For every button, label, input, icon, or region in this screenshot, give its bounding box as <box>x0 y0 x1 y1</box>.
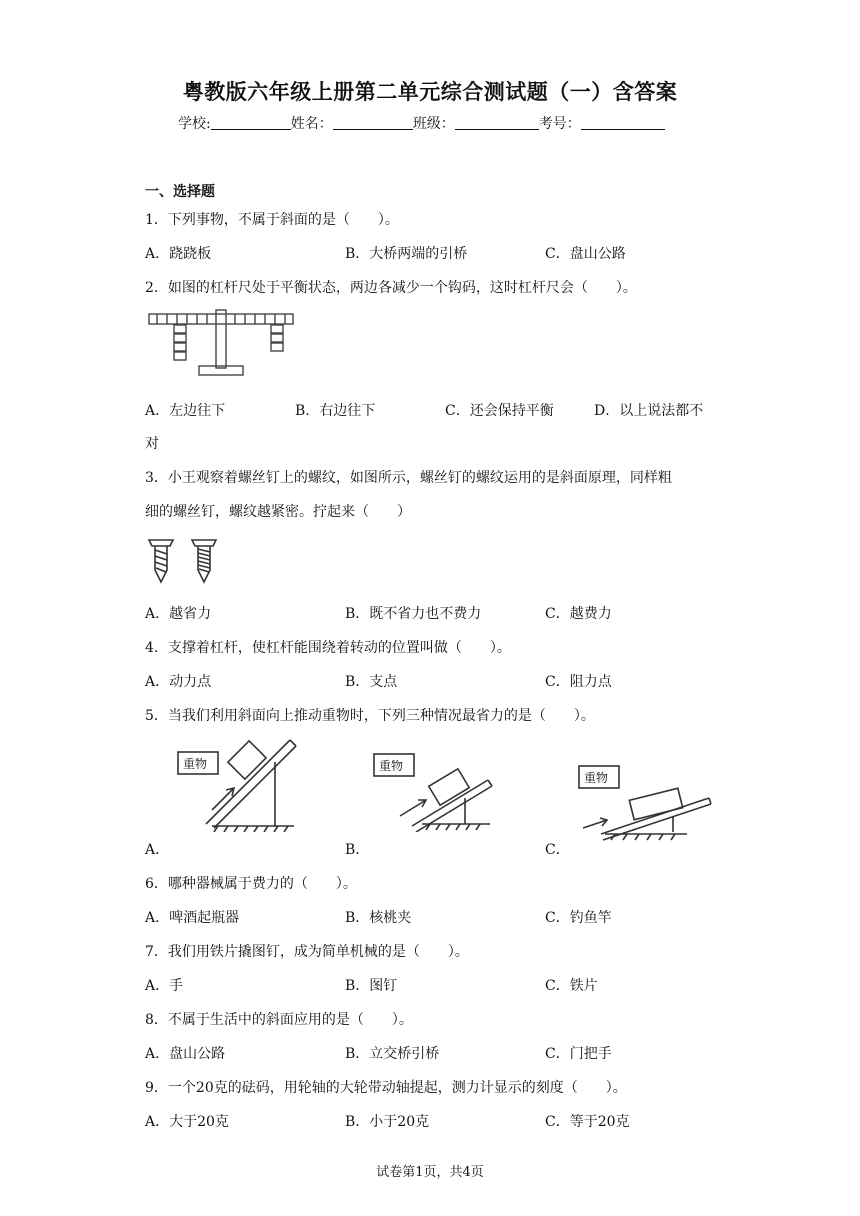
question-8-stem: 8．不属于生活中的斜面应用的是（ ）。 <box>145 1012 413 1028</box>
q4-option-b: B．支点 <box>345 674 398 690</box>
q2-option-a: A．左边往下 <box>145 403 226 419</box>
q7-option-a: A．手 <box>145 978 184 994</box>
question-1-stem: 1．下列事物，不属于斜面的是（ ）。 <box>145 212 399 228</box>
question-2-stem: 2．如图的杠杆尺处于平衡状态，两边各减少一个钩码，这时杠杆尺会（ ）。 <box>145 280 637 296</box>
q2-option-b: B．右边往下 <box>295 403 376 419</box>
q3-option-a: A．越省力 <box>145 606 212 622</box>
class-blank <box>455 115 539 130</box>
q5-option-a: A． <box>145 842 170 858</box>
name-label: 姓名： <box>290 116 333 132</box>
incline-figure-a <box>172 736 312 832</box>
exam-number-label: 考号： <box>538 116 581 132</box>
q2-option-c: C．还会保持平衡 <box>445 403 554 419</box>
q2-option-d: D．以上说法都不 <box>594 403 704 419</box>
question-9-stem: 9．一个20克的砝码，用轮轴的大轮带动轴提起，测力计显示的刻度（ ）。 <box>145 1080 627 1096</box>
question-3-stem-line2: 细的螺丝钉，螺纹越紧密。拧起来（ ） <box>145 504 411 520</box>
q1-option-a: A．跷跷板 <box>145 246 212 262</box>
section-title: 一、选择题 <box>145 184 215 200</box>
q5-option-c: C． <box>545 842 570 858</box>
screws-figure <box>146 536 218 584</box>
weight-label-a: 重物 <box>183 757 208 771</box>
weight-label-b: 重物 <box>379 759 404 773</box>
q6-option-a: A．啤酒起瓶器 <box>145 910 240 926</box>
q1-option-c: C．盘山公路 <box>545 246 626 262</box>
school-label: 学校: <box>178 116 211 132</box>
lever-balance-figure <box>147 308 297 380</box>
weight-label-c: 重物 <box>584 771 609 785</box>
q4-option-c: C．阻力点 <box>545 674 612 690</box>
q8-option-a: A．盘山公路 <box>145 1046 226 1062</box>
q6-option-c: C．钓鱼竿 <box>545 910 612 926</box>
q3-option-b: B．既不省力也不费力 <box>345 606 482 622</box>
exam-number-blank <box>581 115 665 130</box>
q9-option-a: A．大于20克 <box>145 1114 229 1130</box>
q8-option-c: C．门把手 <box>545 1046 612 1062</box>
page-title: 粤教版六年级上册第二单元综合测试题（一）含答案 <box>182 80 678 104</box>
question-3-stem-line1: 3．小王观察着螺丝钉上的螺纹，如图所示，螺丝钉的螺纹运用的是斜面原理，同样粗 <box>145 470 672 486</box>
school-blank <box>211 115 291 130</box>
question-6-stem: 6．哪种器械属于费力的（ ）。 <box>145 876 357 892</box>
student-info-line <box>178 113 665 133</box>
q2-option-d-wrap: 对 <box>145 436 159 452</box>
q1-option-b: B．大桥两端的引桥 <box>345 246 468 262</box>
q9-option-c: C．等于20克 <box>545 1114 630 1130</box>
question-7-stem: 7．我们用铁片撬图钉，成为简单机械的是（ ）。 <box>145 944 469 960</box>
q7-option-b: B．图钉 <box>345 978 398 994</box>
q9-option-b: B．小于20克 <box>345 1114 430 1130</box>
page-footer: 试卷第1页，共4页 <box>376 1165 484 1180</box>
q5-option-b: B． <box>345 842 370 858</box>
incline-figure-c <box>575 758 715 844</box>
incline-figure-b <box>370 746 495 832</box>
q4-option-a: A．动力点 <box>145 674 212 690</box>
question-4-stem: 4．支撑着杠杆，使杠杆能围绕着转动的位置叫做（ ）。 <box>145 640 511 656</box>
q7-option-c: C．铁片 <box>545 978 598 994</box>
q8-option-b: B．立交桥引桥 <box>345 1046 440 1062</box>
question-5-stem: 5．当我们利用斜面向上推动重物时，下列三种情况最省力的是（ ）。 <box>145 708 595 724</box>
name-blank <box>333 115 413 130</box>
class-label: 班级： <box>412 116 455 132</box>
q6-option-b: B．核桃夹 <box>345 910 412 926</box>
q3-option-c: C．越费力 <box>545 606 612 622</box>
